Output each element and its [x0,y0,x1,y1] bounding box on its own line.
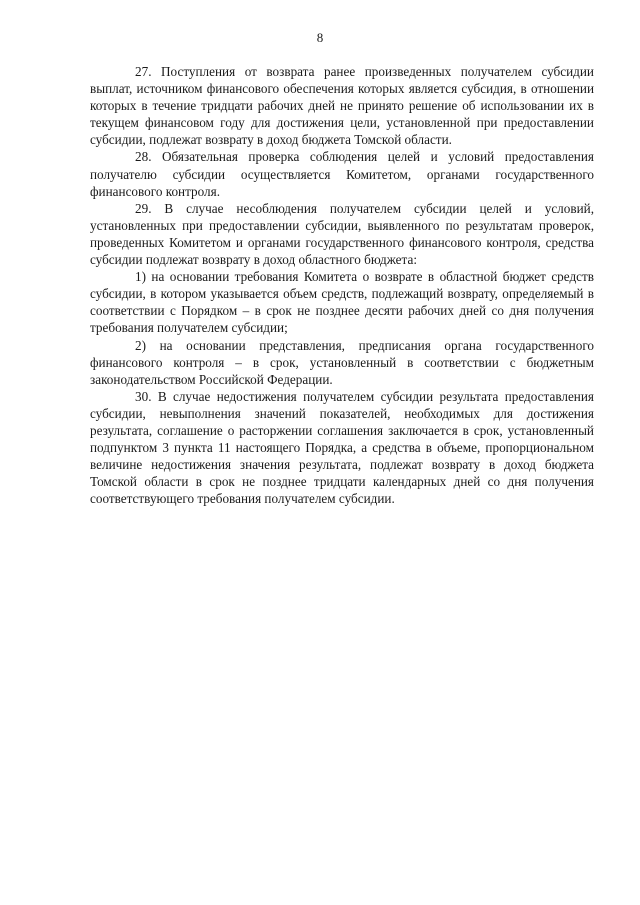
paragraph-28: 28. Обязательная проверка соблюдения целей и условий предоставления получателю субсидии осуществляется Комитетом, органами государственного финансового контроля. [90,149,594,199]
page-number: 8 [316,30,324,45]
paragraph-29-item-1: 1) на основании требования Комитета о возврате в областной бюджет средств субсидии, в котором указывается объем средств, подлежащий возврату, определяемый в соответствии с Порядком – в срок не позднее десяти рабочих дней со дня получения требования получателем субсидии; [90,269,594,336]
paragraph-29: 29. В случае несоблюдения получателем субсидии целей и условий, установленных при предоставлении субсидии, выявленного по результатам проверок, проведенных Комитетом и органами государственного финансового контроля, средства субсидии подлежат возврату в доход областного бюджета: [90,200,594,268]
paragraph-30: 30. В случае недостижения получателем субсидии результата предоставления субсидии, невыполнения значений показателей, необходимых для достижения результата, соглашение о расторжении соглашения заключается в срок, установленный подпунктом 3 пункта 11 настоящего Порядка, а средства в объеме, пропорциональном величине недостижения значения результата, подлежат возврату в доход бюджета Томской области в срок не позднее тридцати календарных дней со дня получения соответствующего требования получателем субсидии. [90,388,594,507]
document-body [90,63,594,507]
paragraph-29-item-2: 2) на основании представления, предписания органа государственного финансового контроля – в срок, установленный в соответствии с бюджетным законодательством Российской Федерации. [90,337,594,387]
paragraph-27: 27. Поступления от возврата ранее произведенных получателем субсидии выплат, источником финансового обеспечения которых является субсидия, в отношении которых в течение тридцати рабочих дней не принято решение об использовании их в текущем финансовом году для достижения цели, установленной при предоставлении субсидии, подлежат возврату в доход бюджета Томской области. [90,64,594,148]
